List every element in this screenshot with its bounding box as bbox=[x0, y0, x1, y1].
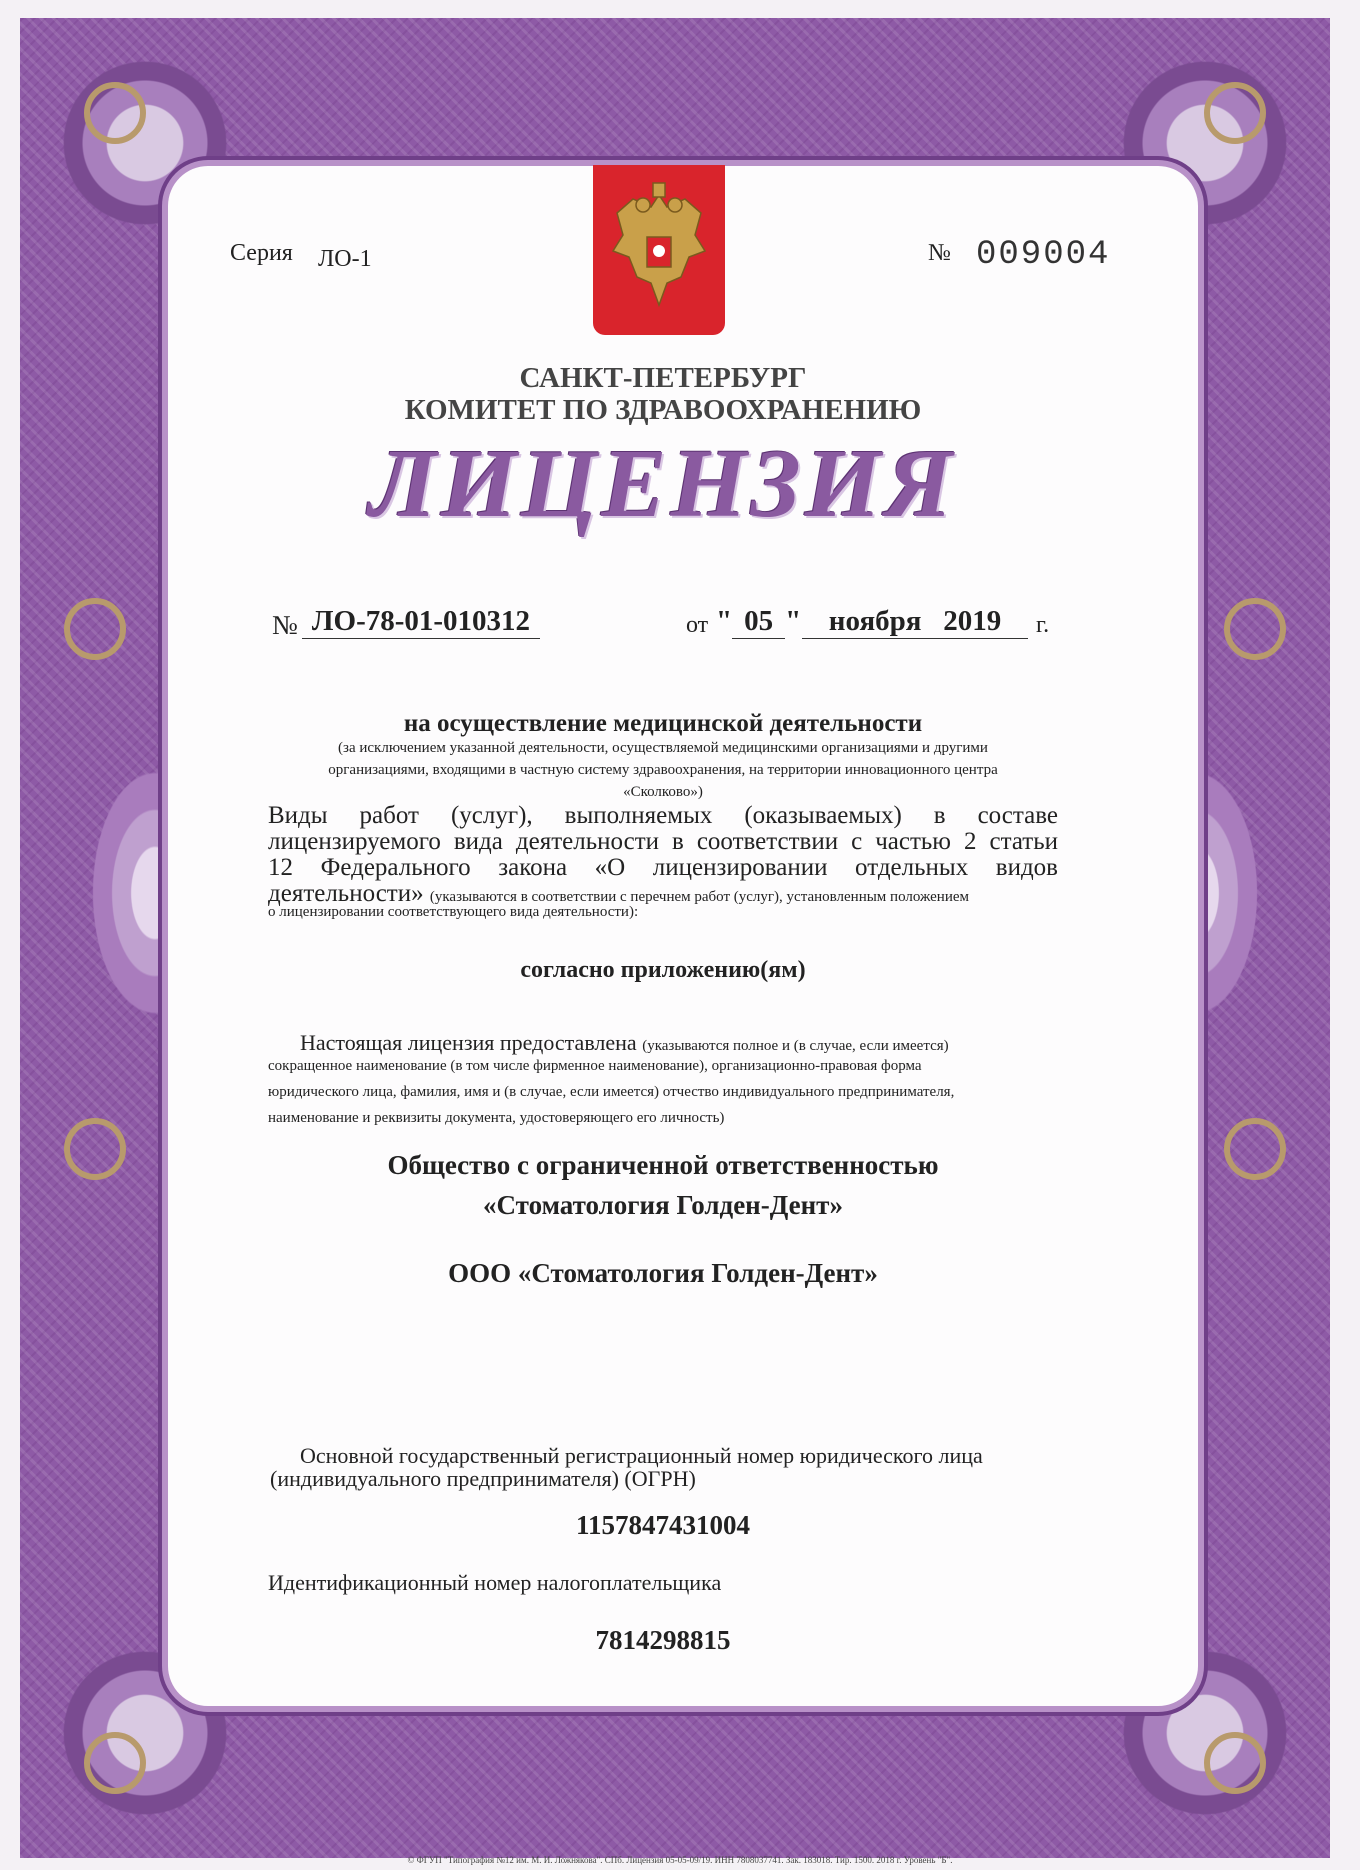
holder-intro bbox=[300, 1030, 949, 1056]
kinds-line-1 bbox=[268, 802, 1058, 830]
ogrn-label-line-2: (индивидуального предпринимателя) (ОГРН) bbox=[270, 1466, 696, 1491]
holder-intro-note-4: наименование и реквизиты документа, удостоверяющего его личность) bbox=[268, 1110, 725, 1126]
inn-value: 7814298815 bbox=[595, 1625, 731, 1655]
gold-ornament-left-upper bbox=[64, 598, 126, 660]
inn-label: Идентификационный номер налогоплательщика bbox=[268, 1570, 722, 1595]
gold-ornament-top-right bbox=[1204, 82, 1266, 144]
license-month-year: ноября 2019 bbox=[802, 605, 1028, 639]
blank-number-value: 009004 bbox=[976, 236, 1111, 274]
kinds-line-3-text: 12 Федерального закона «О лицензировании отдельных видов bbox=[268, 854, 1058, 881]
license-date-day: " 05 " bbox=[716, 605, 802, 637]
printer-imprint: © ФГУП "Типография №12 им. М. И. Ложнякова". СПб. Лицензия 05-05-09/19. ИНН 7808037741. Зак. 183018. Тир. 1500. 2018 г. Уровень "Б". bbox=[407, 1855, 953, 1865]
kinds-line-5: о лицензировании соответствующего вида деятельности): bbox=[268, 904, 639, 920]
activity-title: на осуществление медицинской деятельности bbox=[403, 710, 923, 737]
coat-of-arms-icon bbox=[593, 165, 725, 335]
holder-intro-main: Настоящая лицензия предоставлена bbox=[300, 1030, 637, 1055]
series-label: Серия bbox=[230, 240, 293, 266]
kinds-line-1-text: Виды работ (услуг), выполняемых (оказываемых) в составе bbox=[268, 802, 1058, 829]
ogrn-value: 1157847431004 bbox=[575, 1510, 750, 1540]
gold-ornament-right-lower bbox=[1224, 1118, 1286, 1180]
holder-intro-note-3: юридического лица, фамилия, имя и (в случае, если имеется) отчество индивидуального предпринимателя, bbox=[268, 1084, 955, 1100]
gold-ornament-left-lower bbox=[64, 1118, 126, 1180]
gold-ornament-bottom-right bbox=[1204, 1732, 1266, 1794]
kinds-line-2-text: лицензируемого вида деятельности в соответствии с частью 2 статьи bbox=[268, 828, 1058, 855]
license-number: ЛО-78-01-010312 bbox=[302, 605, 540, 639]
per-appendix: согласно приложению(ям) bbox=[520, 957, 806, 983]
license-year-suffix: г. bbox=[1036, 612, 1050, 638]
gold-ornament-bottom-left bbox=[84, 1732, 146, 1794]
holder-full-name-line-1: Общество с ограниченной ответственностью bbox=[387, 1150, 939, 1180]
license-number-sign: № bbox=[272, 610, 298, 640]
series-value: ЛО-1 bbox=[318, 246, 372, 272]
holder-intro-note-2: сокращенное наименование (в том числе фирменное наименование), организационно-правовая форма bbox=[268, 1058, 922, 1074]
license-date-from: от bbox=[686, 612, 709, 638]
holder-intro-note-1: (указываются полное и (в случае, если имеется) bbox=[642, 1038, 949, 1054]
ogrn-label-line-1: Основной государственный регистрационный номер юридического лица bbox=[300, 1443, 983, 1468]
kinds-line-3 bbox=[268, 854, 1058, 882]
issuer-committee: КОМИТЕТ ПО ЗДРАВООХРАНЕНИЮ bbox=[404, 394, 922, 426]
kinds-line-2 bbox=[268, 828, 1058, 856]
activity-note-line-1: (за исключением указанной деятельности, осуществляемой медицинскими организациями и другими bbox=[338, 740, 988, 756]
gold-ornament-right-upper bbox=[1224, 598, 1286, 660]
activity-note-line-2: организациями, входящими в частную систему здравоохранения, на территории инновационного центра bbox=[328, 762, 998, 778]
issuer-city: САНКТ-ПЕТЕРБУРГ bbox=[519, 362, 807, 394]
kinds-line-4-main: деятельности» bbox=[268, 880, 424, 907]
kinds-line-4-note: (указываются в соответствии с перечнем работ (услуг), установленным положением bbox=[429, 889, 970, 905]
blank-number-sign: № bbox=[928, 240, 951, 266]
holder-full-name-line-2: «Стоматология Голден-Дент» bbox=[483, 1190, 843, 1220]
gold-ornament-top-left bbox=[84, 82, 146, 144]
activity-note-line-3: «Сколково») bbox=[623, 784, 703, 800]
document-title: ЛИЦЕНЗИЯ bbox=[369, 430, 957, 538]
license-day-value: 05 bbox=[732, 605, 785, 639]
holder-short-name: ООО «Стоматология Голден-Дент» bbox=[448, 1258, 878, 1288]
